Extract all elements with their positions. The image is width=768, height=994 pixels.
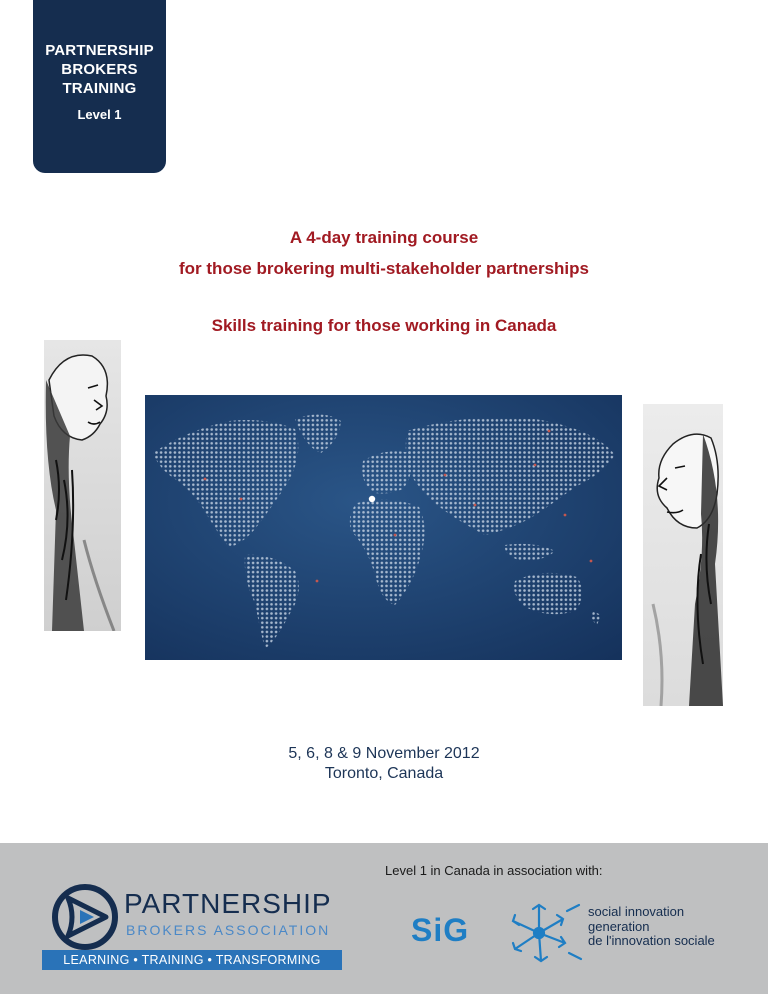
sig-line-3: de l'innovation sociale (588, 933, 715, 948)
event-dates: 5, 6, 8 & 9 November 2012 (288, 745, 480, 762)
association-text: Level 1 in Canada in association with: (385, 863, 603, 878)
badge-line-3: TRAINING (62, 80, 137, 97)
sig-line-1: social innovation (588, 904, 685, 919)
right-portrait-sketch (643, 404, 723, 706)
sig-names (588, 905, 715, 949)
sig-line-2: generation (588, 918, 650, 934)
pba-tagline: LEARNING • TRAINING • TRANSFORMING (42, 950, 342, 970)
pba-logo-icon (50, 882, 120, 952)
world-map-image (145, 395, 622, 660)
event-location: Toronto, Canada (324, 765, 444, 782)
sig-snowflake-icon (497, 897, 587, 967)
sig-logo-text: SiG (411, 912, 470, 948)
pba-subtitle: BROKERS ASSOCIATION (126, 922, 331, 938)
course-headline: A 4-day training course (289, 228, 479, 247)
course-subheadline: for those brokering multi-stakeholder partnerships (179, 259, 589, 278)
badge-line-1: PARTNERSHIP (45, 42, 154, 59)
badge-level: Level 1 (77, 107, 122, 122)
left-portrait-sketch (44, 340, 121, 631)
training-badge (33, 0, 166, 173)
badge-line-2: BROKERS (61, 61, 138, 78)
course-focus: Skills training for those working in Canada (211, 316, 557, 335)
pba-title: PARTNERSHIP (124, 888, 332, 919)
